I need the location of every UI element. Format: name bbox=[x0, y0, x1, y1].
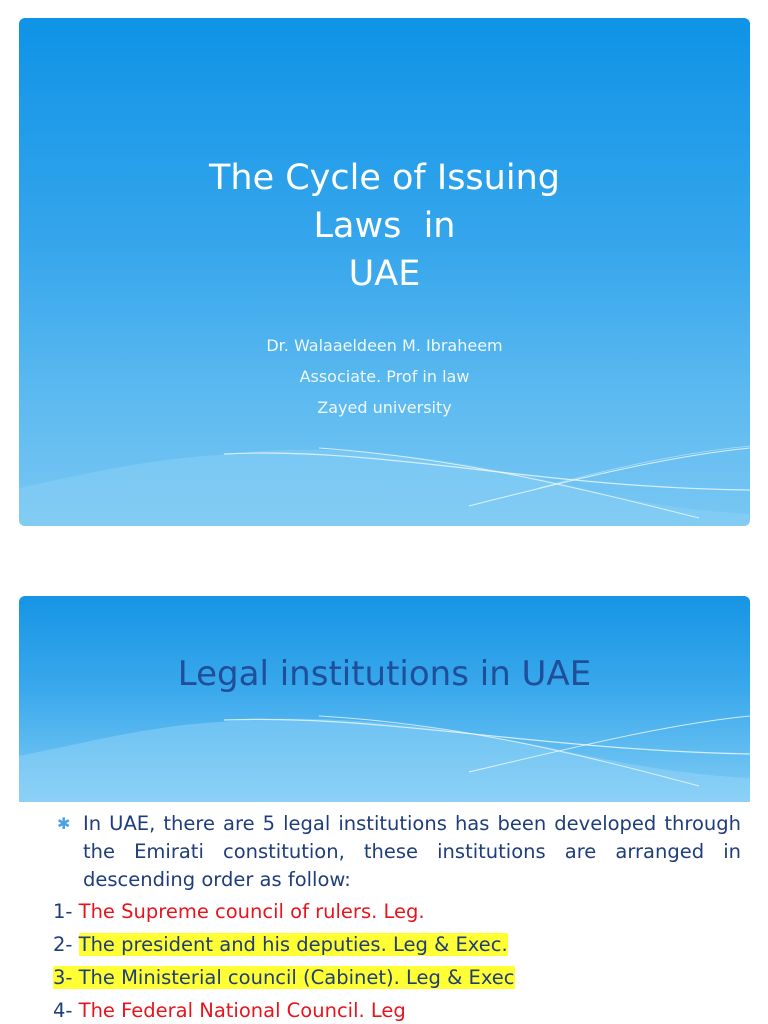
item-text: The president and his deputies. Leg & Exec. bbox=[78, 933, 508, 956]
slide-title bbox=[19, 154, 750, 298]
item-text: 3- The Ministerial council (Cabinet). Leg & Exec bbox=[53, 966, 515, 989]
slide-banner bbox=[19, 596, 750, 802]
item-number: 4- bbox=[53, 999, 79, 1022]
wave-decoration bbox=[19, 596, 750, 802]
item-number: 2- bbox=[53, 933, 79, 956]
title-line: UAE bbox=[348, 254, 421, 294]
slide-subtitle bbox=[19, 330, 750, 423]
list-item bbox=[53, 997, 406, 1024]
title-line: The Cycle of Issuing bbox=[209, 158, 560, 198]
list-item bbox=[53, 898, 425, 926]
item-text: The Supreme council of rulers. Leg. bbox=[78, 900, 425, 923]
author-affiliation: Zayed university bbox=[317, 398, 452, 417]
author-name: Dr. Walaaeldeen M. Ibraheem bbox=[266, 336, 503, 355]
list-item bbox=[53, 931, 508, 959]
slide-heading: Legal institutions in UAE bbox=[177, 654, 592, 694]
bullet-text: In UAE, there are 5 legal institutions has been developed through the Emirati constitution, these institutions are arranged in descending order as follow: bbox=[83, 812, 741, 891]
asterisk-bullet-icon: ✱ bbox=[57, 814, 71, 833]
title-slide bbox=[19, 18, 750, 526]
content-slide bbox=[19, 596, 750, 1024]
item-text: The Federal National Council. Leg bbox=[78, 999, 406, 1022]
intro-bullet bbox=[57, 810, 741, 894]
author-position: Associate. Prof in law bbox=[299, 367, 470, 386]
title-line: Laws in bbox=[313, 206, 456, 246]
item-number: 1- bbox=[53, 900, 79, 923]
list-item bbox=[53, 964, 515, 992]
